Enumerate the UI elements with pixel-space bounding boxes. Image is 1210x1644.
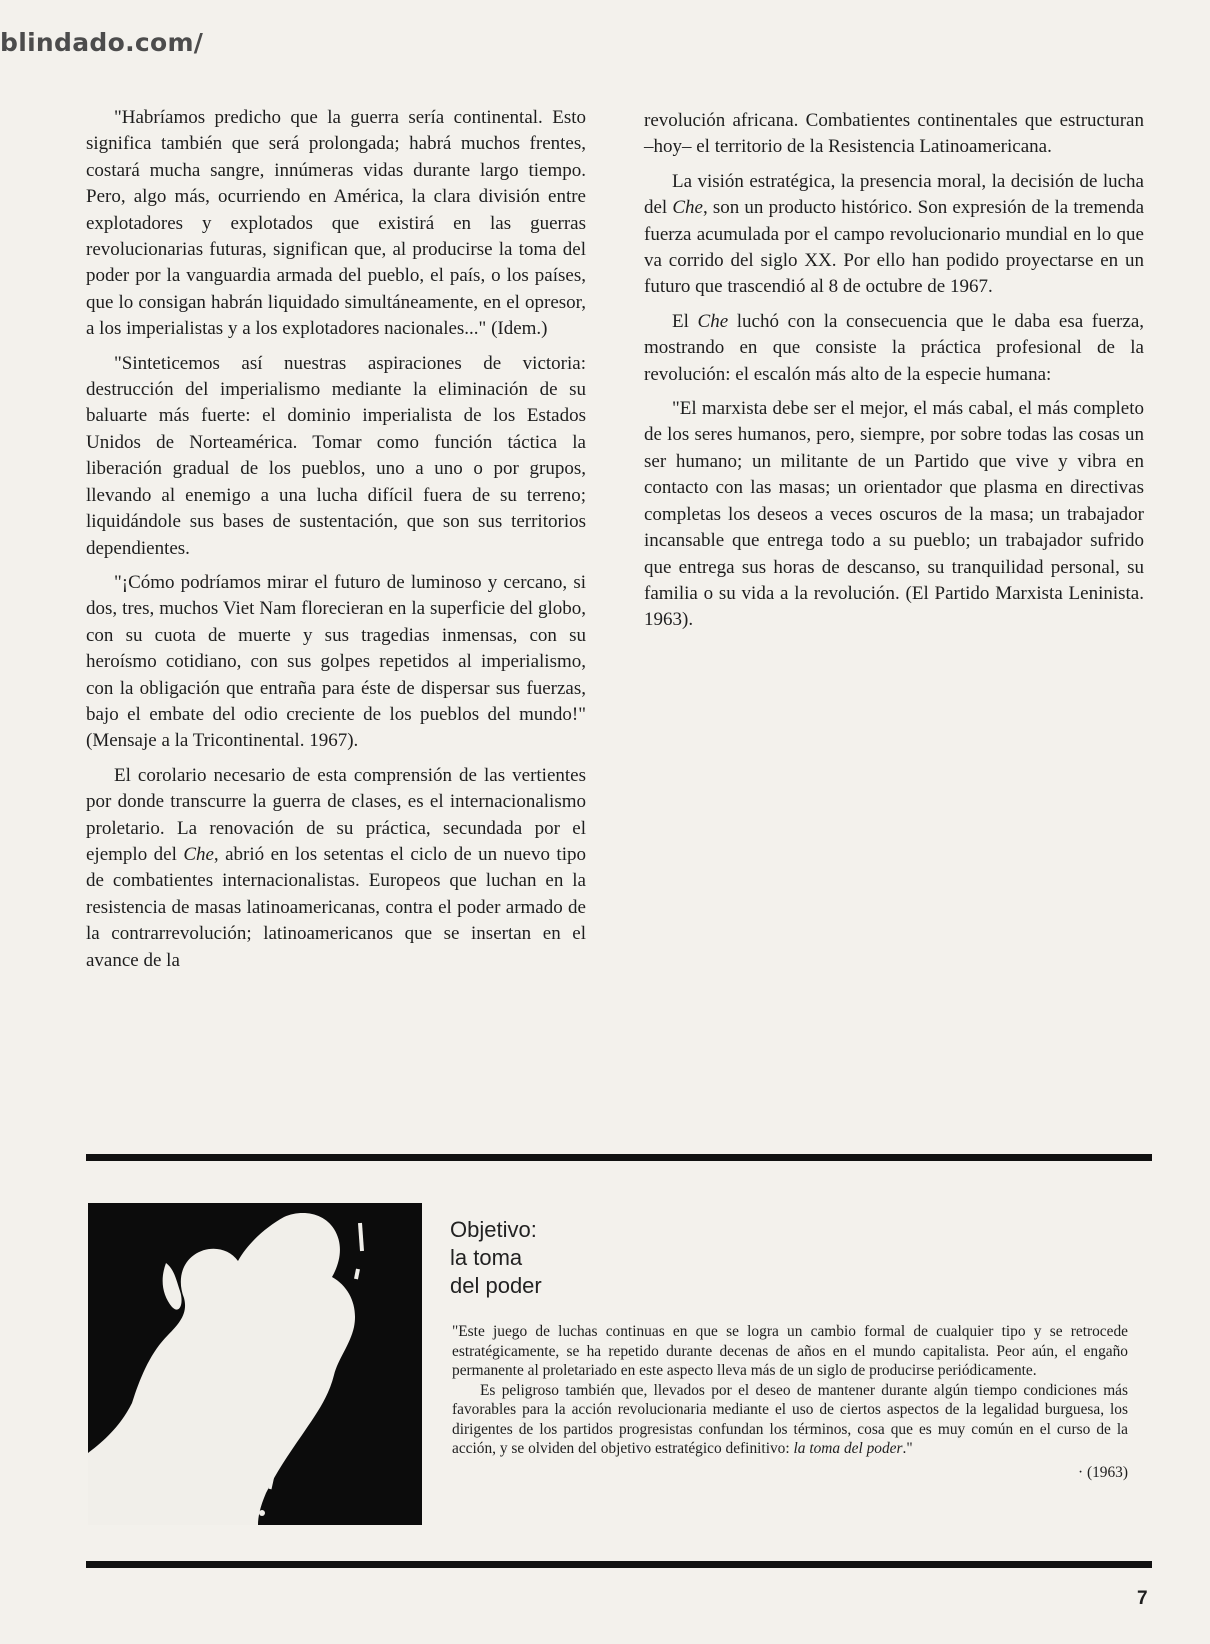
top-rule bbox=[86, 1154, 1152, 1161]
che-italic: Che bbox=[697, 310, 729, 332]
paragraph bbox=[644, 169, 1144, 301]
quote-emphasis: la toma del poder bbox=[793, 1440, 903, 1457]
text-run: El bbox=[672, 310, 698, 332]
box-quote bbox=[452, 1322, 1128, 1482]
paragraph bbox=[86, 763, 586, 974]
left-column bbox=[86, 105, 586, 982]
bottom-rule bbox=[86, 1561, 1152, 1568]
paragraph: "¡Cómo podríamos mirar el futuro de luminoso y cercano, si dos, tres, muchos Viet Nam florecieran en la superficie del globo, con su cuota de muerte y sus tragedias inmensas, con su heroísmo cotidiano, con sus golpes repetidos al imperialismo, con la obligación que entraña para éste de dispersar sus fuerzas, bajo el embate del odio creciente de los pueblos del mundo!" (Mensaje a la Tricontinental. 1967). bbox=[86, 571, 586, 752]
watermark: blindado.com/ bbox=[0, 28, 204, 57]
box-title bbox=[450, 1216, 542, 1300]
text-run: Es peligroso también que, llevados por el deseo de mantener durante algún tiempo condiciones más favorables para la acción revolucionaria mediante el uso de ciertos aspectos de la legalidad burguesa, los dirigentes de los partidos progresistas confundan los términos, cosa que es muy común en el curso de la acción, y se olviden del objetivo estratégico definitivo: bbox=[452, 1381, 1128, 1457]
che-italic: Che bbox=[183, 843, 214, 865]
right-column bbox=[644, 108, 1144, 642]
title-line: del poder bbox=[450, 1273, 542, 1298]
text-run: La visión estratégica, la presencia moral, la decisión de lucha del bbox=[644, 170, 1144, 219]
paragraph: "Habríamos predicho que la guerra sería continental. Esto significa también que será prolongada; habrá muchos frentes, costará mucha sangre, innúmeras vidas durante largo tiempo. Pero, algo más, ocurriendo en América, la clara división entre explotadores y explotados que existirá en las guerras revolucionarias futuras, significan que, al producirse la toma del poder por la vanguardia armada del pueblo, el país, o los países, que lo consigan habrán liquidado simultáneamente, en el opresor, a los imperialistas y a los explotadores nacionales..." (Idem.) bbox=[86, 107, 586, 340]
che-italic: Che bbox=[672, 197, 703, 219]
quote-paragraph bbox=[452, 1381, 1128, 1459]
text-run: , abrió en los setentas el ciclo de un nuevo tipo de combatientes internacionalistas. Europeos que luchan en la resistencia de masas latinoamericanas, contra el poder armado de la contrarrevolución; latinoamericanos que se insertan en el avance de la bbox=[86, 843, 586, 971]
title-line: Objetivo: bbox=[450, 1217, 537, 1242]
quote-date: · (1963) bbox=[1077, 1463, 1128, 1481]
title-line: la toma bbox=[450, 1245, 523, 1270]
paragraph-continued: revolución africana. Combatientes continentales que estructuran –hoy– el territorio de la Resistencia Latinoamericana. bbox=[644, 110, 1144, 158]
paragraph: "El marxista debe ser el mejor, el más cabal, el más completo de los seres humanos, pero, siempre, por sobre todas las cosas un ser humano; un militante de un Partido que vive y vibra en contacto con las masas; un orientador que plasma en directivas completas los deseos a veces oscuros de la masa; un trabajador incansable que entrega todo a su pueblo; un trabajador sufrido que entrega sus horas de descanso, su tranquilidad personal, su familia o su vida a la revolución. (El Partido Marxista Leninista. 1963). bbox=[644, 398, 1144, 631]
silhouette-photo bbox=[88, 1203, 422, 1525]
text-run: El corolario necesario de esta comprensión de las vertientes por donde transcurre la guerra de clases, es el internacionalismo proletario. La renovación de su práctica, secundada por el ejemplo del bbox=[86, 764, 586, 865]
text-run: luchó con la consecuencia que le daba esa fuerza, mostrando en que consiste la práctica profesional de la revolución: el escalón más alto de la especie humana: bbox=[644, 310, 1144, 385]
paragraph bbox=[644, 309, 1144, 388]
page-number: 7 bbox=[1137, 1588, 1148, 1609]
text-run: ." bbox=[902, 1440, 913, 1457]
text-run: , son un producto histórico. Son expresión de la tremenda fuerza acumulada por el campo revolucionario mundial en lo que va corrido del siglo XX. Por ello han podido proyectarse en un futuro que trascendió al 8 de octubre de 1967. bbox=[644, 197, 1145, 298]
quote-paragraph: "Este juego de luchas continuas en que se logra un cambio formal de cualquier tipo y se retrocede estratégicamente, se ha repetido durante decenas de años en el mundo capitalista. Peor aún, el engaño permanente al proletariado en este aspecto lleva más de un siglo de producirse periódicamente. bbox=[452, 1323, 1128, 1379]
paragraph: "Sinteticemos así nuestras aspiraciones de victoria: destrucción del imperialismo mediante la eliminación de su baluarte más fuerte: el dominio imperialista de los Estados Unidos de Norteamérica. Tomar como función táctica la liberación gradual de los pueblos, uno a uno o por grupos, llevando al enemigo a una lucha difícil fuera de su terreno; liquidándole sus bases de sustentación, que son sus territorios dependientes. bbox=[86, 352, 586, 559]
